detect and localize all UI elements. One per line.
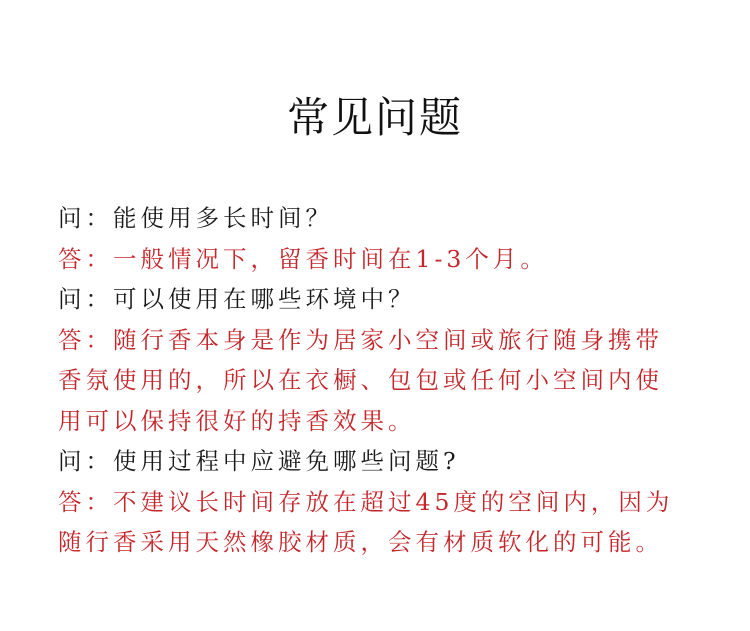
- faq-answer-3-line-1: 答：不建议长时间存放在超过45度的空间内，因为: [58, 487, 674, 516]
- faq-question-3: 问：使用过程中应避免哪些问题?: [58, 447, 460, 475]
- faq-answer-3-line-2: 随行香采用天然橡胶材质，会有材质软化的可能。: [58, 528, 663, 556]
- faq-question-2: 问：可以使用在哪些环境中？: [58, 285, 416, 313]
- faq-list: [58, 198, 698, 563]
- faq-answer-2-line-1: 答：随行香本身是作为居家小空间或旅行随身携带: [58, 325, 663, 354]
- faq-answer-1-line-1: 答：一般情况下，留香时间在1-3个月。: [58, 244, 548, 273]
- page-title: 常见问题: [286, 93, 463, 142]
- faq-answer-2-line-3: 用可以保持很好的持香效果。: [58, 406, 416, 435]
- faq-answer-2-line-2: 香氛使用的，所以在衣橱、包包或任何小空间内使: [58, 366, 663, 394]
- faq-question-1: 问：能使用多长时间？: [58, 204, 333, 232]
